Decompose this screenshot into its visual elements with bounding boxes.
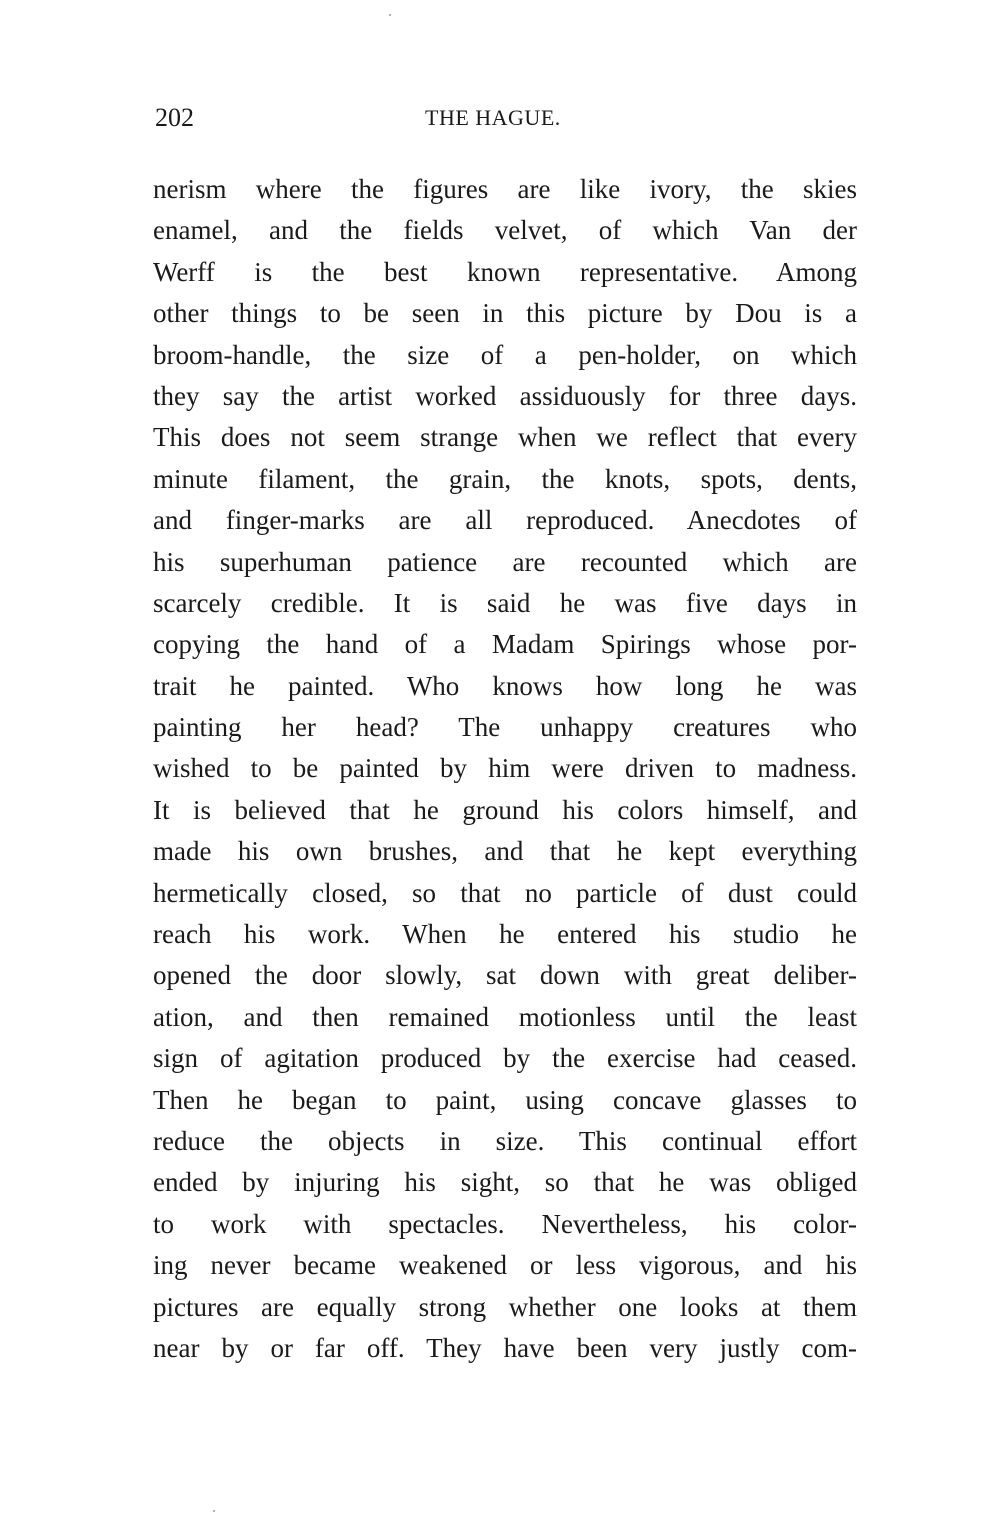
- text-line: they say the artist worked assiduously for three days.: [153, 380, 857, 411]
- text-line: reduce the objects in size. This continual effort: [153, 1125, 857, 1156]
- text-line: made his own brushes, and that he kept everything: [153, 836, 857, 867]
- text-line: Werff is the best known representative. Among: [153, 256, 857, 287]
- running-title: THE HAGUE.: [425, 105, 561, 130]
- text-line: pictures are equally strong whether one looks at them: [153, 1291, 857, 1322]
- text-line: It is believed that he ground his colors himself, and: [153, 794, 857, 825]
- text-line: ing never became weakened or less vigorous, and his: [153, 1250, 857, 1281]
- paper-speck: [213, 1510, 215, 1512]
- text-line: his superhuman patience are recounted which are: [153, 546, 857, 577]
- text-line: painting her head? The unhappy creatures who: [153, 712, 857, 743]
- text-line: scarcely credible. It is said he was five days in: [153, 587, 857, 618]
- text-line: Then he began to paint, using concave glasses to: [153, 1084, 857, 1115]
- text-line: enamel, and the fields velvet, of which Van der: [153, 215, 857, 246]
- text-line: broom-handle, the size of a pen-holder, on which: [153, 339, 857, 370]
- text-line: trait he painted. Who knows how long he was: [153, 670, 857, 701]
- text-line: near by or far off. They have been very justly com-: [153, 1332, 857, 1363]
- text-line: copying the hand of a Madam Spirings whose por-: [153, 629, 857, 660]
- text-line: reach his work. When he entered his studio he: [153, 919, 857, 950]
- text-line: ation, and then remained motionless until the least: [153, 1001, 857, 1032]
- text-line: and finger-marks are all reproduced. Anecdotes of: [153, 505, 857, 536]
- text-line: wished to be painted by him were driven to madness.: [153, 753, 857, 784]
- page-number: 202: [155, 103, 194, 132]
- text-line: ended by injuring his sight, so that he was obliged: [153, 1167, 857, 1198]
- text-line: nerism where the figures are like ivory, the skies: [153, 174, 857, 204]
- text-line: other things to be seen in this picture by Dou is a: [153, 298, 857, 329]
- text-line: minute filament, the grain, the knots, spots, dents,: [153, 463, 857, 494]
- text-line: This does not seem strange when we reflect that every: [153, 422, 857, 453]
- paper-speck: [389, 14, 391, 16]
- text-line: to work with spectacles. Nevertheless, his color-: [153, 1208, 857, 1239]
- page-header: [155, 100, 855, 136]
- text-line: sign of agitation produced by the exercise had ceased.: [153, 1043, 857, 1074]
- body-text: [153, 169, 857, 1369]
- text-line: hermetically closed, so that no particle of dust could: [153, 877, 857, 908]
- text-line: opened the door slowly, sat down with great deliber-: [153, 960, 857, 991]
